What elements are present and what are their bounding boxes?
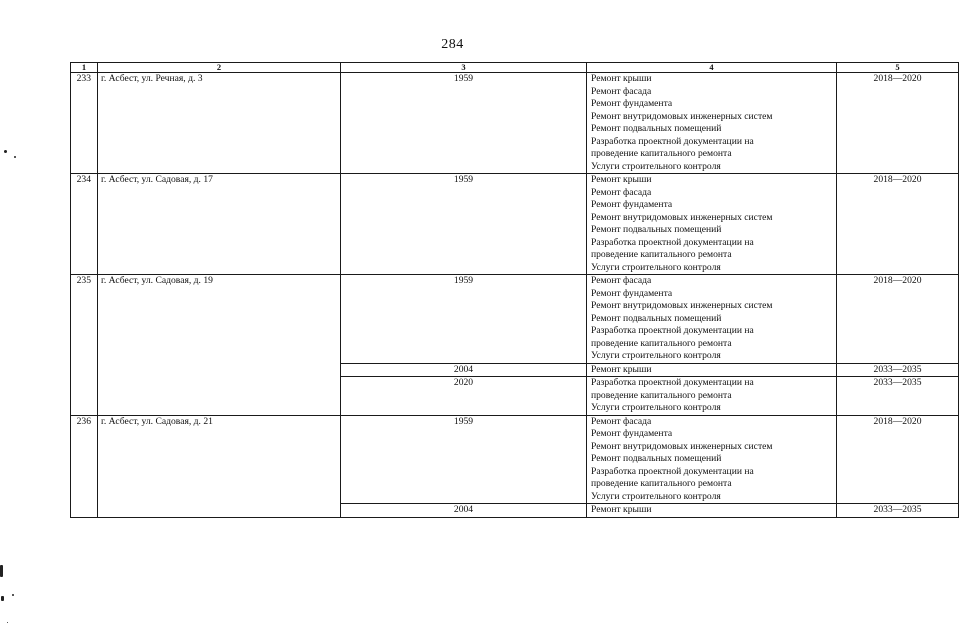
year-cell: 2004: [341, 363, 587, 377]
work-item: проведение капитального ремонта: [591, 478, 732, 489]
work-list-cell: [587, 73, 837, 174]
period-cell: 2018—2020: [837, 174, 959, 275]
building-number-cell: 235: [71, 275, 98, 416]
work-item: Ремонт фундамента: [591, 287, 673, 299]
work-item: Ремонт крыши: [591, 363, 652, 375]
year-cell: 1959: [341, 73, 587, 174]
work-item: Ремонт крыши: [591, 504, 652, 515]
work-item: Услуги строительного контроля: [591, 350, 721, 361]
scan-edge-mark: [0, 565, 3, 577]
work-item: Ремонт подвальных помещений: [591, 453, 722, 464]
work-item: Ремонт фасада: [591, 415, 652, 427]
address-cell: г. Асбест, ул. Садовая, д. 17: [98, 174, 341, 275]
column-number-1: 1: [71, 63, 98, 73]
work-item: Услуги строительного контроля: [591, 160, 721, 172]
table-row: [71, 275, 959, 364]
year-cell: 2004: [341, 504, 587, 518]
table-row: [71, 174, 959, 275]
building-number-cell: 234: [71, 174, 98, 275]
period-cell: 2033—2035: [837, 377, 959, 416]
work-item: проведение капитального ремонта: [591, 337, 732, 349]
repair-schedule-table: [70, 62, 959, 518]
building-number-cell: 236: [71, 415, 98, 517]
building-number-cell: 233: [71, 73, 98, 174]
work-item: Разработка проектной документации на: [591, 377, 754, 388]
year-cell: 1959: [341, 174, 587, 275]
period-cell: 2033—2035: [837, 504, 959, 518]
column-number-2: 2: [98, 63, 341, 73]
scan-speck: [7, 622, 8, 623]
column-number-3: 3: [341, 63, 587, 73]
work-item: проведение капитального ремонта: [591, 249, 732, 260]
work-item: Ремонт внутридомовых инженерных систем: [591, 300, 773, 311]
work-item: Разработка проектной документации на: [591, 465, 754, 477]
address-cell: г. Асбест, ул. Садовая, д. 19: [98, 275, 341, 416]
work-item: Ремонт крыши: [591, 174, 652, 185]
period-cell: 2033—2035: [837, 363, 959, 377]
work-item: Ремонт подвальных помещений: [591, 224, 722, 235]
work-item: Услуги строительного контроля: [591, 490, 721, 502]
work-item: Ремонт фасада: [591, 275, 652, 286]
work-item: Ремонт подвальных помещений: [591, 123, 722, 134]
address-cell: г. Асбест, ул. Садовая, д. 21: [98, 415, 341, 517]
work-list-cell: [587, 275, 837, 364]
work-item: Ремонт фундамента: [591, 199, 673, 210]
work-item: Ремонт подвальных помещений: [591, 312, 722, 324]
scan-edge-mark: [1, 596, 4, 601]
address-cell: г. Асбест, ул. Речная, д. 3: [98, 73, 341, 174]
work-item: проведение капитального ремонта: [591, 148, 732, 159]
column-number-row: [71, 63, 959, 73]
period-cell: 2018—2020: [837, 275, 959, 364]
work-item: Ремонт внутридомовых инженерных систем: [591, 110, 773, 122]
table-header: [71, 63, 959, 73]
work-item: Разработка проектной документации на: [591, 236, 754, 248]
work-item: Услуги строительного контроля: [591, 402, 721, 413]
column-number-4: 4: [587, 63, 837, 73]
scan-speck: [14, 156, 16, 158]
page-number: 284: [441, 37, 464, 52]
work-item: Разработка проектной документации на: [591, 135, 754, 147]
work-item: Ремонт фасада: [591, 186, 652, 198]
year-cell: 2020: [341, 377, 587, 416]
column-number-5: 5: [837, 63, 959, 73]
work-item: Ремонт фундамента: [591, 428, 673, 439]
work-list-cell: [587, 174, 837, 275]
table-row: [71, 73, 959, 174]
work-item: Ремонт фасада: [591, 85, 652, 97]
work-item: Ремонт внутридомовых инженерных систем: [591, 211, 773, 223]
period-cell: 2018—2020: [837, 73, 959, 174]
year-cell: 1959: [341, 275, 587, 364]
work-list-cell: [587, 377, 837, 416]
year-cell: 1959: [341, 415, 587, 504]
work-item: Ремонт крыши: [591, 73, 652, 84]
work-item: Услуги строительного контроля: [591, 261, 721, 273]
work-item: Разработка проектной документации на: [591, 325, 754, 336]
scan-speck: [12, 594, 14, 596]
work-item: Ремонт внутридомовых инженерных систем: [591, 440, 773, 452]
table-row: [71, 415, 959, 504]
period-cell: 2018—2020: [837, 415, 959, 504]
work-list-cell: [587, 504, 837, 518]
work-list-cell: [587, 415, 837, 504]
table-body: [71, 73, 959, 518]
scan-speck: [4, 150, 7, 153]
work-item: проведение капитального ремонта: [591, 389, 732, 401]
work-item: Ремонт фундамента: [591, 98, 673, 109]
work-list-cell: [587, 363, 837, 377]
